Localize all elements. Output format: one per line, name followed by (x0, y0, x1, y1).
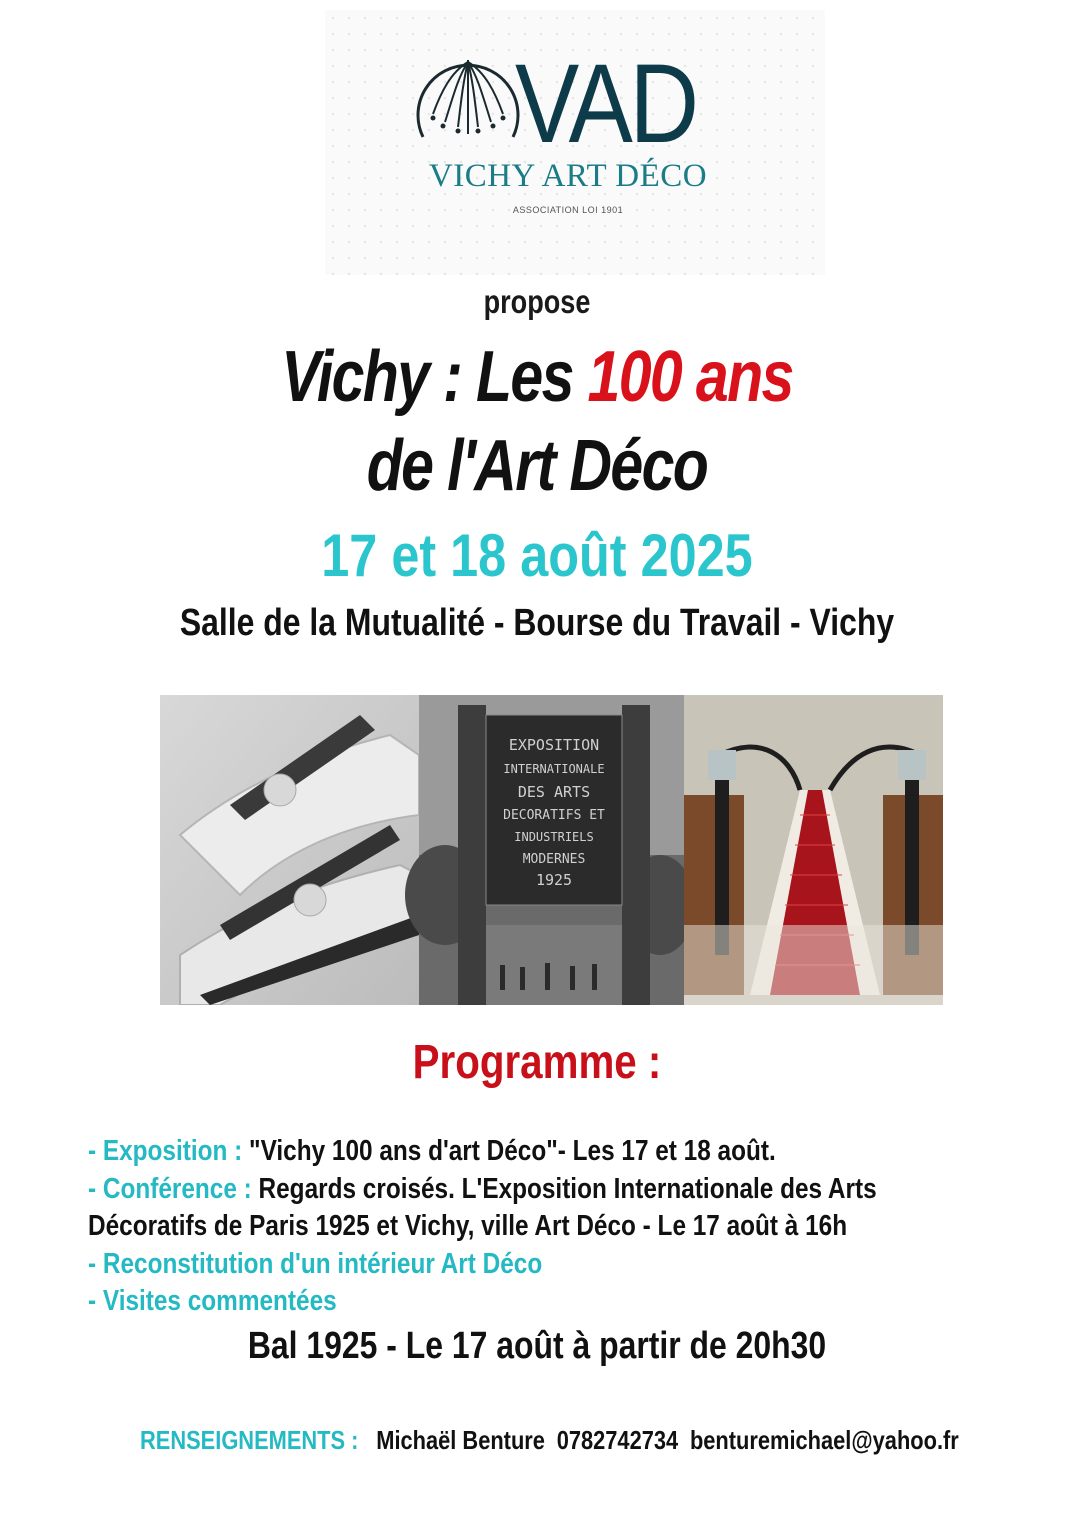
svg-text:EXPOSITION: EXPOSITION (508, 736, 600, 754)
list-item: - Visites commentées (88, 1285, 337, 1317)
contact-line (140, 1425, 959, 1456)
logo-monogram: VAD (515, 41, 696, 166)
svg-text:DECORATIFS ET: DECORATIFS ET (503, 808, 605, 823)
programme-heading: Programme : (412, 1036, 662, 1089)
logo-subtitle: ASSOCIATION LOI 1901 (512, 205, 624, 215)
list-item-continuation: Décoratifs de Paris 1925 et Vichy, ville Art Déco - Le 17 août à 16h (88, 1210, 848, 1242)
contact-phone[interactable]: 0782742734 (556, 1425, 679, 1455)
logo-name: VICHY ART DÉCO (428, 158, 708, 194)
list-item: - Reconstitution d'un intérieur Art Déco (88, 1247, 543, 1280)
photo-collage (160, 695, 943, 1005)
svg-text:INTERNATIONALE: INTERNATIONALE (503, 762, 605, 776)
title-line-2: de l'Art Déco (366, 426, 708, 506)
title-accent: 100 ans (587, 337, 793, 417)
photo-exposition-gate (405, 695, 695, 1005)
bal-announcement: Bal 1925 - Le 17 août à partir de 20h30 (247, 1325, 827, 1367)
title-line-1 (97, 336, 978, 418)
contact-label: RENSEIGNEMENTS : (140, 1425, 365, 1455)
photo-balcony-facade (160, 695, 419, 1005)
item-label: - Exposition : (88, 1135, 250, 1167)
item-label: - Conférence : (88, 1172, 259, 1205)
event-venue: Salle de la Mutualité - Bourse du Travail - Vichy (179, 602, 895, 644)
intro-text: propose (483, 283, 591, 320)
item-text: "Vichy 100 ans d'art Déco"- Les 17 et 18 août. (249, 1135, 776, 1167)
item-text: Regards croisés. L'Exposition Internationale des Arts (258, 1172, 877, 1205)
svg-text:INDUSTRIELS: INDUSTRIELS (514, 830, 594, 844)
photo-red-staircase (684, 695, 943, 1005)
programme-list (88, 1133, 877, 1321)
svg-text:1925: 1925 (535, 871, 573, 889)
list-item (88, 1133, 844, 1171)
fountain-emblem-icon (413, 42, 523, 152)
title-part1: Vichy : Les (281, 337, 588, 417)
contact-email[interactable]: benturemichael@yahoo.fr (689, 1425, 959, 1455)
svg-text:DES ARTS: DES ARTS (517, 783, 591, 801)
list-item (88, 1171, 877, 1209)
svg-text:MODERNES: MODERNES (522, 852, 586, 867)
contact-name: Michaël Benture (376, 1425, 545, 1455)
event-dates: 17 et 18 août 2025 (321, 522, 753, 589)
